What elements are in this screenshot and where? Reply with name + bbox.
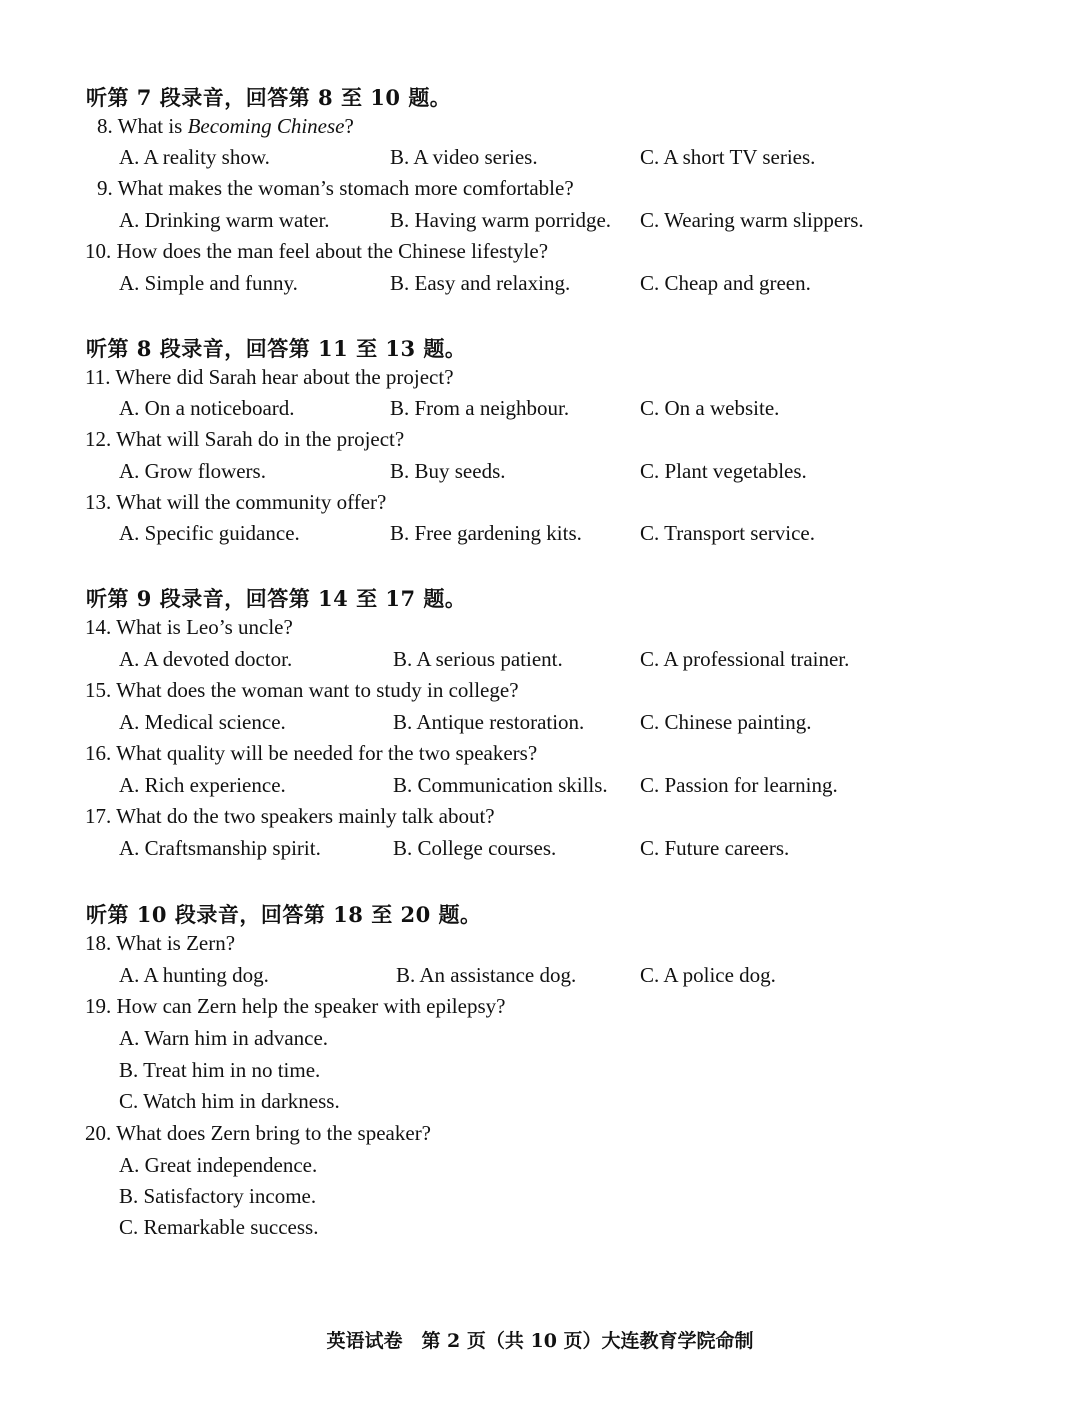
option-b: B. Having warm porridge. [390,208,612,232]
option-a: A. A hunting dog. [119,963,269,987]
question-text: What quality will be needed for the two speakers? [116,741,538,765]
question-12 [85,427,404,452]
option-c: C. On a website. [640,396,780,420]
option-a: A. Craftsmanship spirit. [119,836,321,860]
option-b: B. An assistance dog. [396,963,577,987]
option-b: B. Antique restoration. [393,710,585,734]
question-text: Where did Sarah hear about the project? [115,365,454,389]
question-18 [85,931,235,956]
question-number: 14. [85,615,112,639]
question-text: How can Zern help the speaker with epilepsy? [116,994,506,1018]
question-number: 12. [85,427,112,451]
option-c: C. Cheap and green. [640,271,811,295]
option-a: A. Simple and funny. [119,271,298,295]
option-b: B. Buy seeds. [390,459,506,483]
question-text: What do the two speakers mainly talk about? [116,804,495,828]
question-text: How does the man feel about the Chinese lifestyle? [116,239,549,263]
option-c: C. Wearing warm slippers. [640,208,864,232]
question-number: 11. [85,365,111,389]
option-c: C. A professional trainer. [640,647,850,671]
question-20 [85,1121,431,1146]
question-15 [85,678,519,703]
question-text-after: ? [344,114,354,138]
question-number: 18. [85,931,112,955]
question-19 [85,994,505,1019]
option-b: B. From a neighbour. [390,396,570,420]
option-b: B. College courses. [393,836,557,860]
question-9 [97,176,574,201]
option-c: C. Transport service. [640,521,815,545]
question-14 [85,615,293,640]
option-b: B. Treat him in no time. [119,1058,321,1082]
option-b: B. A video series. [390,145,538,169]
question-16 [85,741,537,766]
question-8 [97,114,354,139]
option-b: B. Satisfactory income. [119,1184,317,1208]
section-heading: 听第 7 段录音，回答第 8 至 10 题。 [86,85,452,110]
option-c: C. Passion for learning. [640,773,838,797]
option-c: C. Future careers. [640,836,790,860]
question-number: 15. [85,678,112,702]
question-number: 13. [85,490,112,514]
option-a: A. A devoted doctor. [119,647,293,671]
option-c: C. A police dog. [640,963,776,987]
question-number: 10. [85,239,112,263]
option-a: A. Great independence. [119,1153,318,1177]
option-a: A. Warn him in advance. [119,1026,329,1050]
question-text: What will the community offer? [116,490,387,514]
question-text: What makes the woman’s stomach more comfortable? [117,176,574,200]
option-a: A. Specific guidance. [119,521,300,545]
option-a: A. Rich experience. [119,773,286,797]
option-c: C. A short TV series. [640,145,816,169]
option-b: B. A serious patient. [393,647,563,671]
question-13 [85,490,386,515]
question-text: What will Sarah do in the project? [116,427,405,451]
option-c: C. Remarkable success. [119,1215,319,1239]
question-number: 8. [97,114,113,138]
question-text: What is Zern? [116,931,236,955]
question-text: What does Zern bring to the speaker? [116,1121,432,1145]
question-number: 20. [85,1121,112,1145]
option-a: A. A reality show. [119,145,270,169]
question-number: 19. [85,994,112,1018]
question-number: 9. [97,176,113,200]
question-10 [85,239,548,264]
question-11 [85,365,454,390]
question-text: What is Leo’s uncle? [116,615,293,639]
option-c: C. Plant vegetables. [640,459,807,483]
question-17 [85,804,495,829]
page-footer: 英语试卷 第 2 页（共 10 页）大连教育学院命制 [326,1330,754,1352]
option-a: A. Grow flowers. [119,459,266,483]
section-heading: 听第 9 段录音，回答第 14 至 17 题。 [86,586,467,611]
question-text: What does the woman want to study in college? [116,678,519,702]
section-heading: 听第 8 段录音，回答第 11 至 13 题。 [86,336,467,361]
question-number: 17. [85,804,112,828]
option-b: B. Communication skills. [393,773,608,797]
question-text-before: What is [117,114,188,138]
option-b: B. Free gardening kits. [390,521,582,545]
option-a: A. On a noticeboard. [119,396,295,420]
option-a: A. Medical science. [119,710,286,734]
option-a: A. Drinking warm water. [119,208,330,232]
option-c: C. Chinese painting. [640,710,812,734]
question-number: 16. [85,741,112,765]
section-heading: 听第 10 段录音，回答第 18 至 20 题。 [86,902,482,927]
question-text-italic: Becoming Chinese [187,114,345,138]
option-b: B. Easy and relaxing. [390,271,571,295]
option-c: C. Watch him in darkness. [119,1089,340,1113]
